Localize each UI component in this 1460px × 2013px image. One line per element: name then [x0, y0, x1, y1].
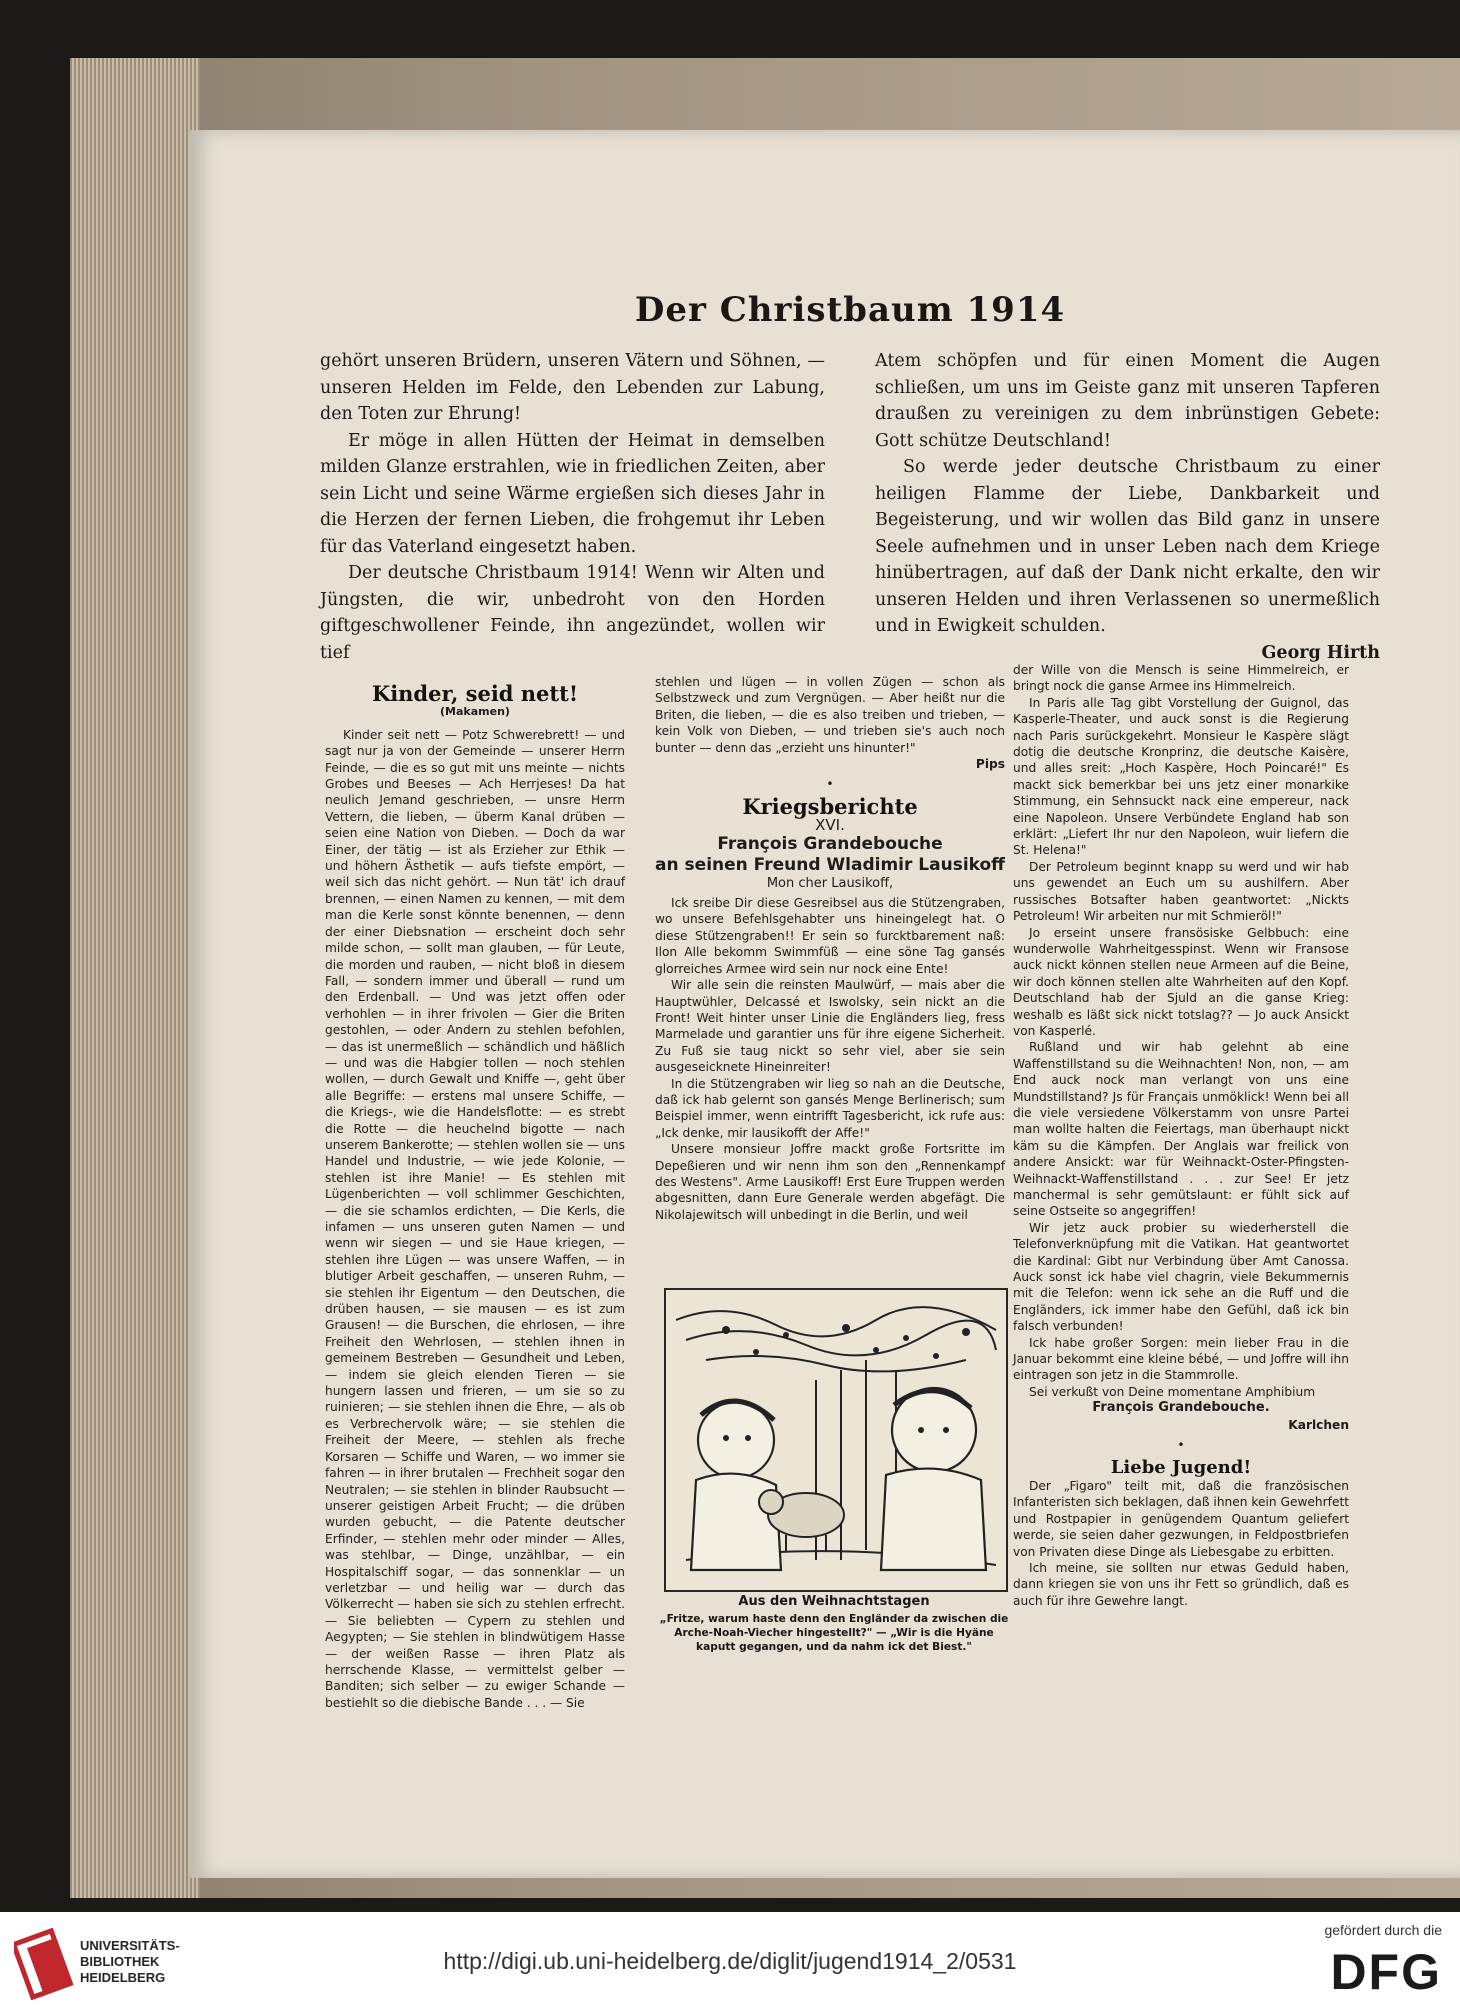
permalink-url[interactable]: http://digi.ub.uni-heidelberg.de/diglit/jugend1914_2/0531	[443, 1948, 1017, 1974]
paragraph: der Wille von die Mensch is seine Himmelreich, er bringt nock die ganse Armee ins Himmelreich.	[1013, 663, 1349, 694]
column-subtitle: (Makamen)	[440, 705, 510, 719]
paragraph: Er möge in allen Hütten der Heimat in demselben milden Glanze erstrahlen, wie in friedlichen Zeiten, aber sein Licht und seine Wärme ergießen sich dieses Jahr in die Herzen der fernen Lieben, die frohgemut ihr Leben für das Vaterland eingesetzt haben.	[320, 430, 825, 557]
paragraph: Der deutsche Christbaum 1914! Wenn wir Alten und Jüngsten, die wir, unbedroht von den Horden giftgeschwollener Feinde, ihn angezündet, wollen wir tief	[320, 563, 825, 663]
column-title: Liebe Jugend!	[1110, 1456, 1252, 1478]
illustration-children-with-toys	[664, 1288, 1008, 1592]
top-article	[320, 290, 1380, 666]
letter-signature: François Grandebouche.	[1092, 1400, 1270, 1416]
dfg-logo: DFG	[1330, 1944, 1442, 2000]
paragraph: Rußland und wir hab gelehnt ab eine Waffenstillstand su die Weihnachten! Non, non, — am End auck nock man verlangt von uns eine Mundstillstand? Js für Français unmöklick! Wenn bei all die viele versiedene Völkerstamm von unsre Partei man wollte halten die Feiertags, man überhaupt nickt käm su die Kämpfen. Der Anglais war freilick von andere Ansickt: war für Weihnackt-Oster-Pfingsten-Weihnackt-Waffenstillstand . . . zur See! Er jetz manchermal is sehr gemütslaunt: er fühlt sick auf seine Ostseite so angegriffen!	[1013, 1040, 1349, 1219]
letter-salutation: Mon cher Lausikoff,	[766, 875, 894, 891]
column-title: Kinder, seid nett!	[371, 681, 579, 706]
library-name-line: UNIVERSITÄTS-	[80, 1938, 180, 1953]
paragraph: Der „Figaro" teilt mit, daß die französischen Infanteristen sich beklagen, daß ihnen kein Gewehrfett und Rostpapier in genügendem Quantum geliefert werde, sie seien daher gezwungen, in Feldpostbriefen von Privaten diese Dinge als Liebesgabe zu erbitten.	[1013, 1478, 1349, 1559]
paragraph: Ick habe großer Sorgen: mein lieber Frau in die Januar bekommt eine kleine bébé, — und Joffre will ihn eintragen son jetz in die Stammrolle.	[1013, 1335, 1349, 1383]
paragraph: Unsere monsieur Joffre mackt große Fortsritte im Depeßieren und wir nenn ihm son den „Rennenkampf des Westens". Arme Lausikoff! Erst Eure Truppen werden abgesnitten, dann Eure Generale werden abgefägt. Die Nikolajewitsch will unbedingt in die Berlin, und weil	[655, 1142, 1005, 1222]
caption-title: Aus den Weihnachtstagen	[738, 1594, 930, 1609]
library-name-line: BIBLIOTHEK	[80, 1954, 160, 1969]
paragraph: Ick sreibe Dir diese Gesreibsel aus die Stützengraben, wo unsere Befehlsgehabter uns hineingelegt hat. O diese Stützengraben!! Er sein so furcktbarement naß: Ilon Alle bekomm Swimmfüß — eine söne Tag gansés glorreiches Armee wird sein nur nock eine Ente!	[655, 896, 1005, 976]
paragraph: Atem schöpfen und für einen Moment die Augen schließen, um uns im Geiste ganz mit unseren Tapferen draußen zu vereinigen zu dem inbrünstigen Gebete: Gott schütze Deutschland!	[875, 351, 1380, 451]
author-signature: Karlchen	[1288, 1417, 1349, 1432]
separator-dot: •	[826, 777, 834, 792]
funding-note: gefördert durch die	[1324, 1922, 1442, 1938]
top-article-left-column	[320, 348, 825, 666]
top-article-right-column	[875, 348, 1380, 666]
paragraph: gehört unseren Brüdern, unseren Vätern und Söhnen, — unseren Helden im Felde, den Lebenden zur Labung, den Toten zur Ehrung!	[320, 351, 825, 424]
top-article-columns	[320, 348, 1380, 666]
author-signature: Pips	[975, 757, 1005, 772]
viewer-footer	[0, 1912, 1460, 2013]
paragraph: Ich meine, sie sollten nur etwas Geduld haben, dann kriegen sie von uns ihr Fett so gründlich, daß es auch für ihre Gewehre langt.	[1013, 1560, 1349, 1608]
paragraph: Wir jetz auck probier su wiederherstell die Telefonverknüpfung mit die Vatikan. Hat geantwortet die Kardinal: Gibt nur Verbindung über Amt Canossa. Auck sonst ick habe viel chagrin, viele Bekummernis mit die Telefon: wenn ick sehe an die Ruff und die Engländers, ick immer habe den Gefühl, daß ick bin falsch verbunden!	[1013, 1220, 1349, 1334]
column-kriegsberichte-continued	[1013, 662, 1349, 1609]
separator-dot: •	[1177, 1438, 1185, 1453]
section-number: XVI.	[815, 816, 845, 835]
column-title: Kriegsberichte	[742, 793, 918, 819]
paragraph: Sei verkußt von Deine momentane Amphibium	[1029, 1384, 1316, 1399]
paragraph: In Paris alle Tag gibt Vorstellung der Guignol, das Kasperle-Theater, und auck sonst is die Regierung nach Paris surückgekehrt. Monsieur le Kaspère slägt dotig die deutsche Kronprinz, die deutsche Kaisère, und alles sreit: „Hoch Kaspère, Hoch Poincaré!" Es mackt sick bemerkbar bei uns jetz einer monarkike Stimmung, ein Sehnsuckt nack eine empereur, nack eine Napoleon. Unsere Verbündete England hab son erklärt: „Liefert Ihr nur den Napoleon, wuir liefern die St. Helena!"	[1013, 695, 1349, 858]
book-page-edges	[70, 58, 200, 1898]
article-title: Der Christbaum 1914	[634, 290, 1066, 330]
column-kinder-seid-nett	[325, 680, 625, 1711]
column-text: stehlen und lügen — in vollen Zügen — schon als Selbstzweck und zum Vergnügen. — Aber heißt nur die Briten, die lieben, — die es also treiben und trieben, — kein Volk von Dieben, — und trieben sie's auch noch bunter — denn das „erzieht uns hinunter!"	[655, 675, 1005, 755]
letter-subtitle: an seinen Freund Wladimir Lausikoff	[655, 854, 1005, 875]
author-signature: Georg Hirth	[1261, 642, 1380, 663]
letter-title: François Grandebouche	[717, 833, 943, 854]
paragraph: In die Stützengraben wir lieg so nah an die Deutsche, daß ick hab gelernt son gansés Menge Berlinerisch; sum Beispiel immer, wenn eintrifft Tagesbericht, ick rufe aus: „Ick denke, mir lausikofft der Affe!"	[655, 1076, 1005, 1140]
paragraph: So werde jeder deutsche Christbaum zu einer heiligen Flamme der Liebe, Dankbarkeit und Begeisterung, und wir wollen das Bild ganz in unsere Seele aufnehmen und in unser Leben nach dem Kriege hinübertragen, auf daß der Dank nicht erkalte, den wir unseren Helden und ihren Verlassenen so unermeßlich und in Ewigkeit schulden.	[875, 457, 1380, 636]
library-name-line: HEIDELBERG	[80, 1970, 166, 1985]
illustration-drawing	[666, 1290, 1006, 1590]
paragraph: Der Petroleum beginnt knapp su werd und wir hab uns gewendet an Euch um su aushilfern. Aber russisches Botsafter haben geantwortet: „Nickts Petroleum! Wir arbeiten nur mit Schmieröl!"	[1013, 859, 1349, 924]
column-text: Kinder seit nett — Potz Schwerebrett! — und sagt nur ja von der Gemeinde — unserer Herrn Feinde, — die es so gut mit uns meinte — nichts Grobes und Beeses — Ach Herrjeses! Da hat neulich Jemand geschrieben, — unsre Herrn Vettern, die lieben, — überm Kanal drüben — seien eine Nation von Dieben. — Doch da war Einer, der tätig — ist als Erzieher zur Ethik — und höhern Ästhetik — aufs tiefste empört, — weil sich das nicht gehört. — Nun tät' ich drauf brennen, — einen Namen zu kennen, — mit dem man die Kerle sonst könnte benennen, — denn der einer Diebsnation — erscheint doch sehr milde schon, — sollt man glauben, — für Leute, die morden und rauben, — nicht bloß in diesem Fall, — sondern immer und überall — rund um den Erdenball. — Und was jetzt offen oder verhohlen — in ihrer frivolen — Gier die Briten gestohlen, — oder Andern zu stehlen befohlen, — das ist unermeßlich — schändlich und häßlich — und was die Habgier tollen — noch stehlen wollen, — durch Gewalt und Kniffe —, geht über alle Begriffe: — erstens mal unsere Schiffe, — die Kriegs-, wie die Handelsflotte: — es strebt die Rotte — die heuchelnd bigotte — nach unserem Bankerotte; — stehlen wollen sie — uns Handel und Industrie, — wie jede Kolonie, — stehlen ist ihre Manie! — Es stehlen mit Lügenberichten — voll schlimmer Geschichten, — die sie schamlos erdichten, — Die Kerls, die infamen — uns unseren guten Namen — und wenn wir siegen — und sie Haue kriegen, — stehlen ihre Lügen — was unsere Waffen, — in blutiger Arbeit geschaffen, — unseren Ruhm, — sie stehlen ihr Eigentum — den Deutschen, die drüben hausen, — sie mausen — es ist zum Grausen! — die Burschen, die ehrlosen, — ihre Freiheit den Wehrlosen, — stehlen ihnen in gemeinem Bestreben — Gesundheit und Leben, — indem sie gleich elenden Tieren — sie hungern lassen und frieren, — um sie so zu ruinieren; — sie stehlen ihnen die Ehre, — als ob es Verbrechervolk wäre; — sie stehlen die Freiheit der Meere, — stehlen als freche Korsaren — Schiffe und Waren, — wo immer sie fahren — in ihrer brutalen — Frechheit sogar den Neutralen; — sie stehlen in blinder Raubsucht — unserer geistigen Arbeit Frucht; — die drüben wurden gebucht, — die Patente deutscher Erfinder, — stehlen mehr oder minder — Alles, was stehlbar, — Dinge, unzählbar, — ein Hospitalschiff sogar, — das sonnenklar — un verletzbar — und heilig war — durch das Völkerrecht — haben sie sich zu stehlen erfrecht. — Sie beliebten — Cypern zu stehlen und Aegypten; — Sie stehlen in blindwütigem Hasse — der weißen Rasse — ihren Platz als herrschende Klasse, — vermittelst gelber — Banditen; sich selber — zu ewiger Schande — bestiehlt so die diebische Bande . . . — Sie	[325, 727, 625, 1710]
paragraph: Wir alle sein die reinsten Maulwürf, — mais aber die Hauptwühler, Delcassé et Iswolsky, sein nickt an die Front! Weit hinter unser Linie die Engländers lieg, fress Marmelade und garantier uns für ihre eigene Sicherheit. Zu Fuß sie taug nickt so sehr viel, aber sie sein ausgeseicknete Hineinreiter!	[655, 978, 1005, 1075]
caption-text: „Fritze, warum haste denn den Engländer da zwischen die Arche-Noah-Viecher hingestellt?" — „Wir is die Hyäne kaputt gegangen, und da nahm ick det Biest."	[659, 1613, 1009, 1653]
illustration-caption	[656, 1594, 1012, 1654]
paragraph: Jo erseint unsere fransösiske Gelbbuch: eine wunderwolle Wahrheitgesspinst. Wenn wir Fransose auck nickt können stellen neue Armeen auf die Beine, wir doch können stellen alte Wahrheiten auf den Kopf. Deutschland hab der Sjuld an die ganse Krieg: weshalb es läßt sick nickt totslag?? — Jo auck Ansickt von Kasperlé.	[1013, 925, 1349, 1038]
column-kriegsberichte	[655, 674, 1005, 1223]
